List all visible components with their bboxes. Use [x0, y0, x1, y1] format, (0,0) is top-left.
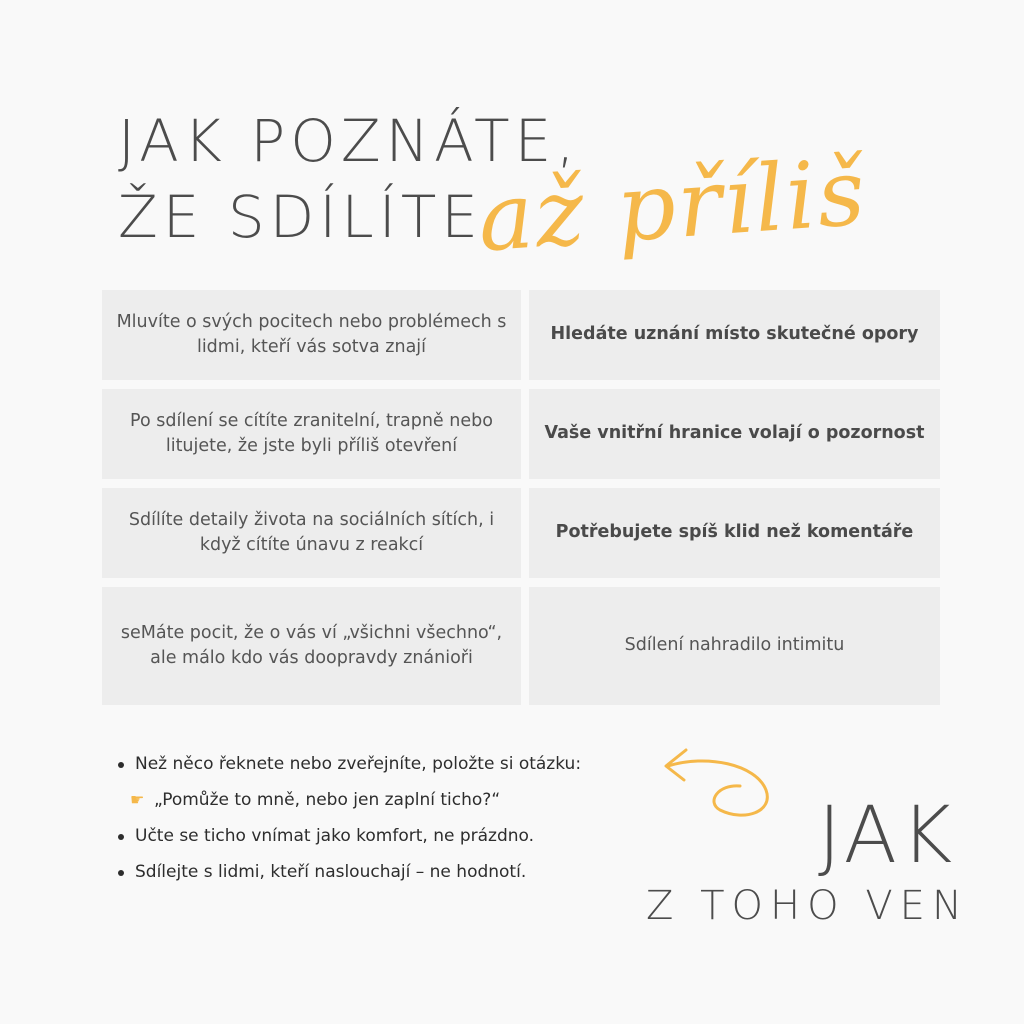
bullet-dot	[118, 870, 124, 876]
curved-arrow-icon	[656, 742, 806, 828]
title-line-2: ŽE SDÍLÍTE	[118, 183, 483, 251]
bullet-dot	[118, 762, 124, 768]
pointing-hand-icon: ☛	[130, 790, 145, 809]
sign-cell: Mluvíte o svých pocitech nebo problémech s lidmi, kteří vás sotva znají	[102, 290, 521, 380]
meaning-cell: Vaše vnitřní hranice volají o pozornost	[529, 389, 940, 479]
tip-item	[118, 820, 678, 856]
sign-cell: seMáte pocit, že o vás ví „všichni všechno“, ale málo kdo vás doopravdy znánioři	[102, 587, 521, 705]
tip-text: Sdílejte s lidmi, kteří naslouchají – ne hodnotí.	[135, 862, 527, 882]
bullet-dot	[118, 834, 124, 840]
meaning-cell: Hledáte uznání místo skutečné opory	[529, 290, 940, 380]
meaning-cell: Potřebujete spíš klid než komentáře	[529, 488, 940, 578]
tip-text: Učte se ticho vnímat jako komfort, ne prázdno.	[135, 826, 535, 846]
tip-item	[118, 748, 678, 784]
title-script-accent: až příliš	[474, 138, 871, 273]
sign-cell: Po sdílení se cítíte zranitelní, trapně nebo litujete, že jste byli příliš otevření	[102, 389, 521, 479]
meaning-cell: Sdílení nahradilo intimitu	[529, 587, 940, 705]
tip-text: Než něco řeknete nebo zveřejníte, položte si otázku:	[135, 754, 582, 774]
tip-subitem	[118, 784, 678, 820]
signs-grid	[102, 290, 940, 705]
footer-title-ven: Z TOHO VEN	[646, 883, 969, 929]
tip-subtext: „Pomůže to mně, nebo jen zaplní ticho?“	[154, 790, 501, 810]
sign-cell: Sdílíte detaily života na sociálních sítích, i když cítíte únavu z reakcí	[102, 488, 521, 578]
title-line-1: JAK POZNÁTE,	[118, 107, 580, 175]
tips-list	[118, 748, 678, 892]
footer-title-jak: JAK	[818, 791, 957, 881]
tip-item	[118, 856, 678, 892]
